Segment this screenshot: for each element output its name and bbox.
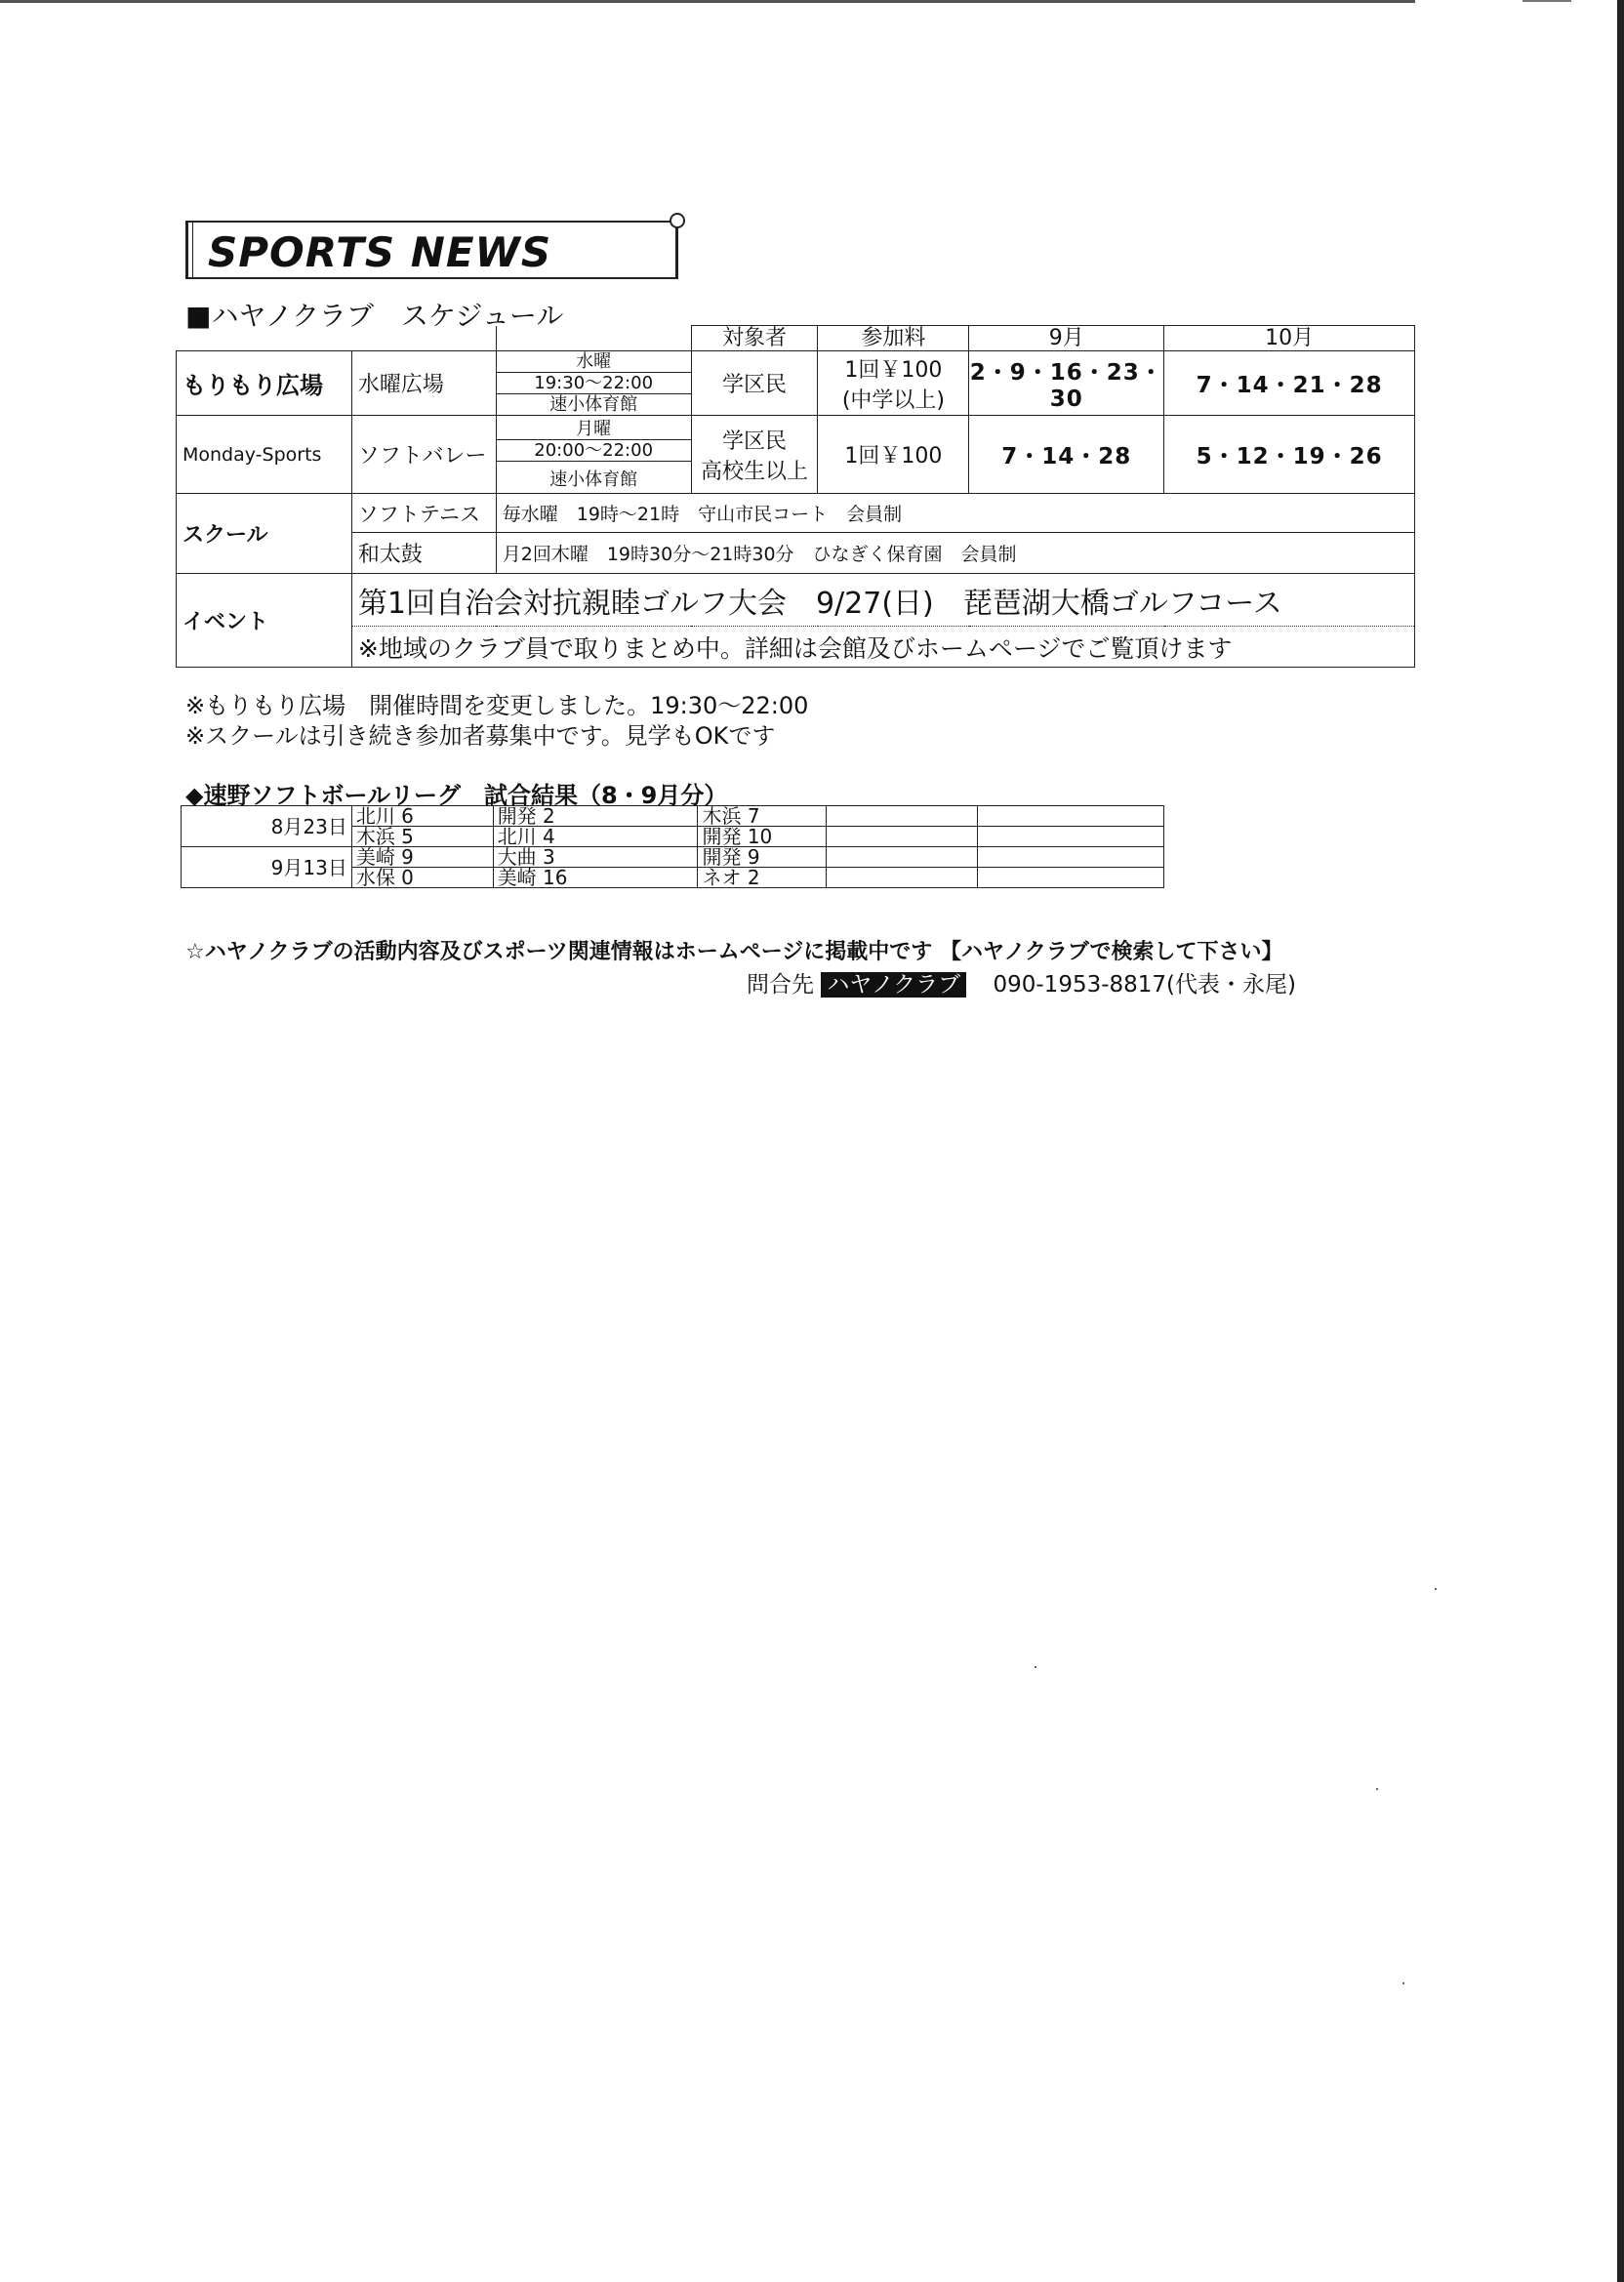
- result-cell: 美崎 16: [493, 868, 698, 888]
- result-cell: 開発 9: [698, 847, 827, 868]
- scan-speck: [1402, 1982, 1404, 1984]
- banner-title: SPORTS NEWS: [208, 228, 552, 276]
- program-name: ソフトバレー: [351, 416, 496, 494]
- day: 月曜: [497, 419, 691, 440]
- target: 学区民: [691, 351, 818, 416]
- place: 速小体育館: [549, 469, 638, 490]
- note-school-recruit: ※スクールは引き続き参加者募集中です。見学もOKです: [185, 722, 776, 750]
- school-detail: 月2回木曜 19時30分～21時30分 ひなぎく保育園 会員制: [496, 533, 1414, 574]
- result-cell: 開発 10: [698, 827, 827, 847]
- september-dates: 7・14・28: [969, 416, 1164, 494]
- school-row-tennis: [177, 494, 1415, 533]
- scan-speck: [1435, 1588, 1437, 1590]
- fee: 1回￥100: [818, 416, 969, 494]
- result-cell-empty: [827, 868, 978, 888]
- contact-name: ハヤノクラブ: [821, 972, 966, 998]
- league-heading: ◆速野ソフトボールリーグ 試合結果（8・9月分）: [185, 782, 728, 809]
- header-fee: 参加料: [818, 326, 969, 351]
- match-date: 8月23日: [182, 806, 352, 847]
- category-monday-sports: Monday-Sports: [177, 416, 352, 494]
- scroll-curl-icon: [670, 213, 685, 228]
- category-school: スクール: [177, 494, 352, 574]
- result-cell-empty: [978, 827, 1164, 847]
- time: 19:30～22:00: [497, 373, 691, 394]
- category-event: イベント: [177, 574, 352, 668]
- scan-speck: [1376, 1788, 1378, 1790]
- school-row-taiko: [177, 533, 1415, 574]
- place: 速小体育館: [549, 394, 638, 415]
- header-blank: [177, 326, 352, 351]
- header-target: 対象者: [691, 326, 818, 351]
- result-cell-empty: [978, 806, 1164, 827]
- october-dates: 5・12・19・26: [1164, 416, 1415, 494]
- category-morimori: もりもり広場: [177, 351, 352, 416]
- target-cell: [691, 416, 818, 494]
- schedule-table: [176, 325, 1415, 668]
- result-cell-empty: [978, 868, 1164, 888]
- day: 水曜: [497, 351, 691, 373]
- september-dates: 2・9・16・23・30: [969, 351, 1164, 416]
- fee-line2: (中学以上): [841, 387, 945, 413]
- scan-edge-top-right: [1522, 0, 1571, 2]
- league-results-table: [181, 805, 1164, 888]
- header-october: 10月: [1164, 326, 1415, 351]
- result-row: [182, 847, 1164, 868]
- program-name: 水曜広場: [351, 351, 496, 416]
- footer-homepage-note: ☆ハヤノクラブの活動内容及びスポーツ関連情報はホームページに掲載中です 【ハヤノクラブで検索して下さい】: [185, 940, 1283, 964]
- target-line1: 学区民: [722, 428, 788, 454]
- time-place-cell: [496, 351, 691, 416]
- contact-phone: 090-1953-8817(代表・永尾): [993, 972, 1296, 998]
- time: 20:00～22:00: [497, 440, 691, 462]
- contact-prefix: 問合先: [747, 972, 814, 998]
- result-cell-empty: [827, 806, 978, 827]
- event-row-1: [177, 574, 1415, 627]
- schedule-row-monday: [177, 416, 1415, 494]
- october-dates: 7・14・21・28: [1164, 351, 1415, 416]
- schedule-header-row: [177, 326, 1415, 351]
- result-cell: 開発 2: [493, 806, 698, 827]
- note-time-change: ※もりもり広場 開催時間を変更しました。19:30～22:00: [185, 692, 809, 719]
- match-date: 9月13日: [182, 847, 352, 888]
- result-cell: 水保 0: [351, 868, 493, 888]
- result-cell: 大曲 3: [493, 847, 698, 868]
- school-detail: 毎水曜 19時～21時 守山市民コート 会員制: [496, 494, 1414, 533]
- schedule-heading: ■ハヤノクラブ スケジュール: [185, 300, 564, 332]
- event-row-2: [177, 627, 1415, 668]
- schedule-row-morimori: [177, 351, 1415, 416]
- scan-speck: [1035, 1666, 1036, 1668]
- event-note: ※地域のクラブ員で取りまとめ中。詳細は会館及びホームページでご覧頂けます: [351, 627, 1414, 668]
- result-cell: 北川 6: [351, 806, 493, 827]
- result-cell: 北川 4: [493, 827, 698, 847]
- fee-line1: 1回￥100: [844, 357, 943, 383]
- header-blank: [496, 326, 691, 351]
- scan-edge-top: [0, 0, 1415, 3]
- result-cell: ネオ 2: [698, 868, 827, 888]
- time-place-cell: [496, 416, 691, 494]
- result-cell: 木浜 7: [698, 806, 827, 827]
- target-line2: 高校生以上: [701, 459, 809, 484]
- scan-edge-right: [1617, 0, 1624, 2282]
- result-cell-empty: [827, 827, 978, 847]
- header-blank: [351, 326, 496, 351]
- fee-cell: [818, 351, 969, 416]
- school-name: 和太鼓: [351, 533, 496, 574]
- school-name: ソフトテニス: [351, 494, 496, 533]
- result-cell-empty: [827, 847, 978, 868]
- header-september: 9月: [969, 326, 1164, 351]
- result-row: [182, 806, 1164, 827]
- footer-contact: [747, 966, 1296, 998]
- event-title: 第1回自治会対抗親睦ゴルフ大会 9/27(日) 琵琶湖大橋ゴルフコース: [351, 574, 1414, 627]
- sports-news-banner: [185, 221, 678, 279]
- result-cell: 木浜 5: [351, 827, 493, 847]
- result-cell-empty: [978, 847, 1164, 868]
- result-cell: 美崎 9: [351, 847, 493, 868]
